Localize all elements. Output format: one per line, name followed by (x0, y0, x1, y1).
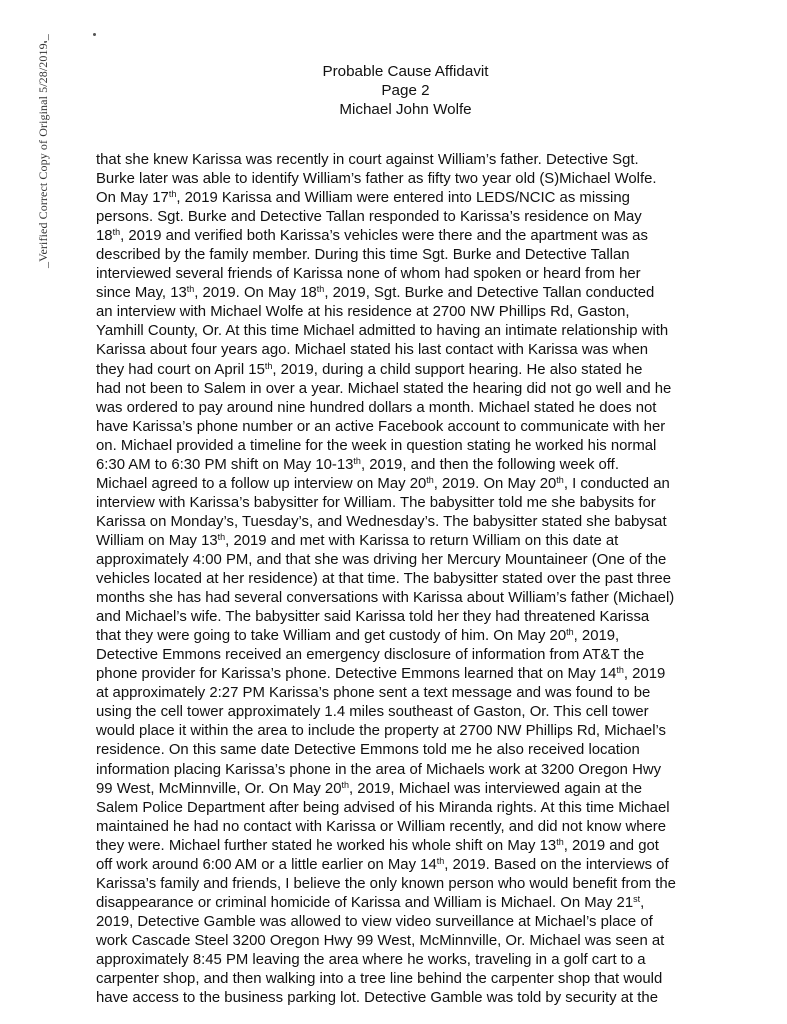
text-line (96, 265, 726, 284)
line-segment: , 2019 and met with Karissa to return William on this date at (225, 532, 619, 549)
text-line (96, 341, 726, 360)
text-line (96, 627, 726, 646)
line-segment: off work around 6:00 AM or a little earlier on May 14 (96, 856, 437, 873)
line-segment: Karissa’s family and friends, I believe the only known person who would benefit from the (96, 875, 676, 892)
line-segment: using the cell tower approximately 1.4 miles southeast of Gaston, Or. This cell tower (96, 704, 649, 721)
page-number: Page 2 (381, 82, 430, 99)
line-segment: 18 (96, 228, 113, 245)
line-segment: at approximately 2:27 PM Karissa’s phone sent a text message and was found to be (96, 685, 651, 702)
line-segment: Burke later was able to identify William’s father as fifty two year old (S)Michael Wolfe. (96, 171, 657, 188)
text-line (96, 284, 726, 303)
text-line (96, 380, 726, 399)
line-segment: described by the family member. During this time Sgt. Burke and Detective Tallan (96, 247, 630, 264)
ordinal-suffix: th (556, 474, 564, 485)
line-segment: vehicles located at her residence) at that time. The babysitter stated over the past three (96, 571, 671, 588)
line-segment: work Cascade Steel 3200 Oregon Hwy 99 West, McMinnville, Or. Michael was seen at (96, 932, 665, 949)
line-segment: and Michael’s wife. The babysitter said Karissa told her they had threatened Karissa (96, 609, 650, 626)
line-segment: residence. On this same date Detective Emmons told me he also received location (96, 742, 640, 759)
line-segment: persons. Sgt. Burke and Detective Tallan responded to Karissa’s residence on May (96, 209, 642, 226)
text-line (96, 913, 726, 932)
line-segment: would place it within the area to include the property at 2700 NW Phillips Rd, Michael’s (96, 723, 667, 740)
text-line (96, 761, 726, 780)
line-segment: information placing Karissa’s phone in the area of Michaels work at 3200 Oregon Hwy (96, 761, 662, 778)
text-line (96, 608, 726, 627)
line-segment: was ordered to pay around nine hundred dollars a month. Michael stated he does not (96, 399, 657, 416)
text-line (96, 665, 726, 684)
text-line (96, 780, 726, 799)
line-segment: On May 17 (96, 190, 169, 207)
text-line (96, 589, 726, 608)
text-line (96, 322, 726, 341)
line-segment: , 2019, during a child support hearing. He also stated he (272, 361, 643, 378)
text-line (96, 741, 726, 760)
text-line (96, 570, 726, 589)
ordinal-suffix: th (316, 284, 325, 295)
text-line (96, 799, 726, 818)
ordinal-suffix: th (616, 665, 624, 676)
text-line (96, 170, 726, 189)
text-line (96, 456, 726, 475)
line-segment: that they were going to take William and get custody of him. On May 20 (96, 628, 567, 645)
line-segment: maintained he had no contact with Karissa or William recently, and did not know where (96, 818, 666, 835)
line-segment: Karissa on Monday’s, Tuesday’s, and Wednesday’s. The babysitter stated she babysat (96, 513, 667, 530)
text-line (96, 856, 726, 875)
line-segment: since May, 13 (96, 285, 187, 302)
ordinal-suffix: th (264, 360, 273, 371)
line-segment: William on May 13 (96, 532, 218, 549)
text-line (96, 208, 726, 227)
verification-stamp: _Verified Correct Copy of Original 5/28/2019._ (36, 34, 50, 268)
line-segment: , 2019, Michael was interviewed again at the (349, 780, 643, 797)
line-segment: approximately 4:00 PM, and that she was driving her Mercury Mountaineer (One of the (96, 551, 667, 568)
text-line (96, 837, 726, 856)
line-segment: have Karissa’s phone number or an active Facebook account to communicate with her (96, 418, 666, 435)
text-line (96, 189, 726, 208)
ordinal-suffix: th (436, 855, 445, 866)
ordinal-suffix: th (168, 189, 177, 200)
text-line (96, 989, 726, 1008)
ordinal-suffix: th (186, 284, 195, 295)
line-segment: disappearance or criminal homicide of Karissa and William is Michael. On May 21 (96, 894, 634, 911)
text-line (96, 703, 726, 722)
line-segment: had not been to Salem in over a year. Michael stated the hearing did not go well and he (96, 380, 672, 397)
line-segment: on. Michael provided a timeline for the week in question stating he worked his normal (96, 437, 657, 454)
line-segment: 6:30 AM to 6:30 PM shift on May 10-13 (96, 456, 354, 473)
line-segment: , 2019. On May 18 (194, 285, 317, 302)
line-segment: phone provider for Karissa’s phone. Detective Emmons learned that on May 14 (96, 666, 617, 683)
text-line (96, 475, 726, 494)
line-segment: , 2019. Based on the interviews of (444, 856, 669, 873)
text-line (96, 151, 726, 170)
text-line (96, 246, 726, 265)
line-segment: , 2019 and verified both Karissa’s vehicles were there and the apartment was as (120, 228, 648, 245)
text-line (96, 494, 726, 513)
line-segment: Detective Emmons received an emergency disclosure of information from AT&T the (96, 647, 645, 664)
text-line (96, 418, 726, 437)
text-line (96, 551, 726, 570)
line-segment: 2019, Detective Gamble was allowed to view video surveillance at Michael’s place of (96, 913, 653, 930)
scan-speck (93, 33, 96, 36)
line-segment: carpenter shop, and then walking into a tree line behind the carpenter shop that would (96, 971, 663, 988)
text-line (96, 227, 726, 246)
text-line (96, 894, 726, 913)
text-line (96, 399, 726, 418)
line-segment: , 2019, Sgt. Burke and Detective Tallan conducted (324, 285, 655, 302)
line-segment: , I conducted an (563, 475, 670, 492)
text-line (96, 684, 726, 703)
ordinal-suffix: th (426, 474, 434, 485)
document-header (0, 62, 787, 119)
line-segment: they were. Michael further stated he worked his whole shift on May 13 (96, 837, 557, 854)
ordinal-suffix: th (566, 627, 574, 638)
line-segment: Yamhill County, Or. At this time Michael admitted to having an intimate relationship with (96, 323, 669, 340)
line-segment: , 2019 (623, 666, 666, 683)
line-segment: approximately 8:45 PM leaving the area where he works, traveling in a golf cart to a (96, 951, 646, 968)
ordinal-suffix: th (341, 779, 350, 790)
line-segment: that she knew Karissa was recently in court against William’s father. Detective Sgt. (96, 152, 639, 168)
line-segment: , 2019, and then the following week off. (360, 456, 619, 473)
ordinal-suffix: th (556, 836, 564, 847)
line-segment: Salem Police Department after being advised of his Miranda rights. At this time Michael (96, 799, 670, 816)
ordinal-suffix: th (217, 531, 226, 542)
line-segment: , 2019 Karissa and William were entered into LEDS/NCIC as missing (176, 190, 630, 207)
line-segment: have access to the business parking lot. Detective Gamble was told by security at the (96, 990, 658, 1007)
text-line (96, 437, 726, 456)
text-line (96, 303, 726, 322)
text-line (96, 951, 726, 970)
line-segment: , 2019 and got (563, 837, 659, 854)
line-segment: Michael agreed to a follow up interview on May 20 (96, 475, 427, 492)
ordinal-suffix: th (353, 455, 361, 466)
line-segment: interviewed several friends of Karissa none of whom had spoken or heard from her (96, 266, 641, 283)
text-line (96, 932, 726, 951)
ordinal-suffix: th (112, 227, 121, 238)
text-line (96, 646, 726, 665)
text-line (96, 875, 726, 894)
text-line (96, 970, 726, 989)
ordinal-suffix: st (633, 893, 641, 904)
document-title: Probable Cause Affidavit (322, 63, 489, 80)
text-line (96, 532, 726, 551)
line-segment: an interview with Michael Wolfe at his residence at 2700 NW Phillips Rd, Gaston, (96, 304, 630, 321)
line-segment: they had court on April 15 (96, 361, 265, 378)
text-line (96, 361, 726, 380)
subject-name: Michael John Wolfe (339, 101, 472, 118)
line-segment: , 2019, (573, 628, 620, 645)
line-segment: interview with Karissa’s babysitter for William. The babysitter told me she babysits for (96, 494, 656, 511)
affidavit-body (96, 151, 726, 1008)
line-segment: 99 West, McMinnville, Or. On May 20 (96, 780, 342, 797)
text-line (96, 818, 726, 837)
line-segment: , (640, 894, 645, 911)
text-line (96, 722, 726, 741)
line-segment: Karissa about four years ago. Michael stated his last contact with Karissa was when (96, 342, 649, 359)
line-segment: months she has had several conversations with Karissa about William’s father (Michael) (96, 590, 675, 607)
text-line (96, 513, 726, 532)
line-segment: , 2019. On May 20 (433, 475, 557, 492)
